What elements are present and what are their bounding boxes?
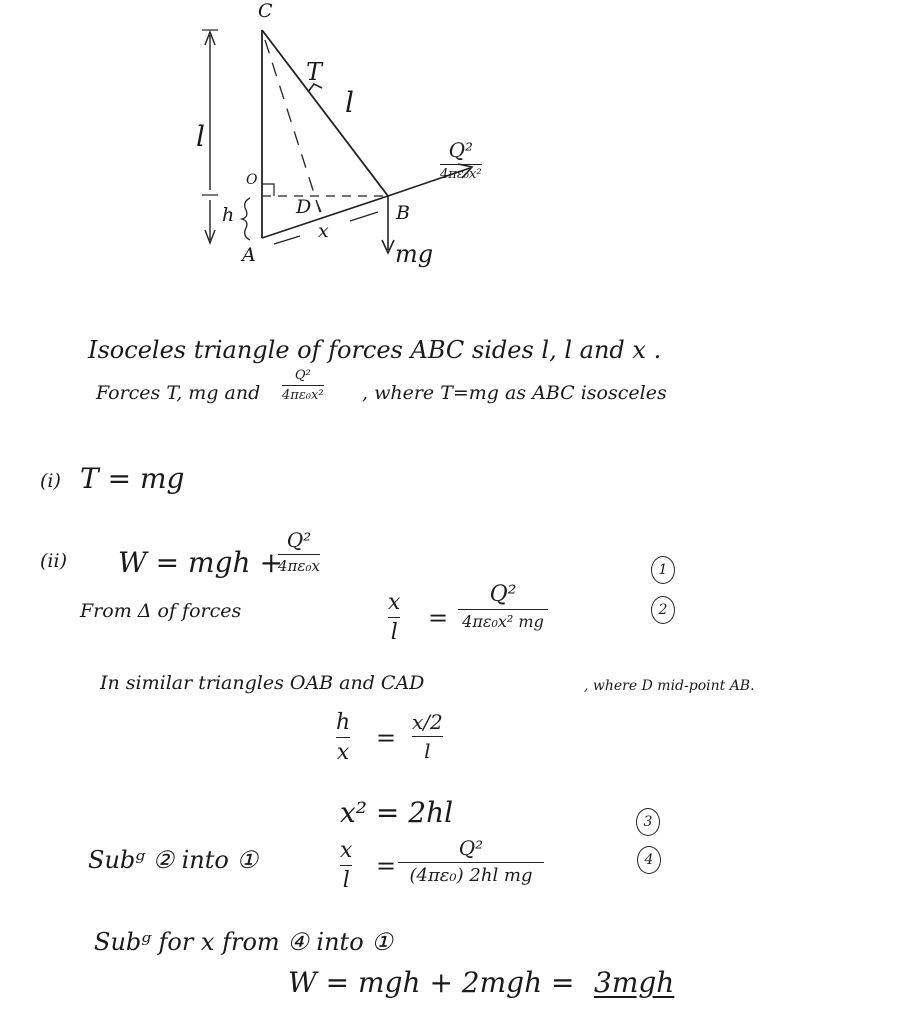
fraction-bar [336,737,350,738]
eq4-equals: = [376,852,397,880]
eq1-tag: 1 [651,556,675,584]
part-i-equation: T = mg [80,462,185,495]
intro-line-2-suffix: , where T=mg as ABC isosceles [362,382,667,404]
eq3-tag: 3 [636,808,660,836]
fraction-bar [282,385,324,386]
eq2-lhs-num: x [388,590,401,615]
final-answer: 3mgh [594,966,675,999]
label-A: A [242,244,256,266]
from-triangle-label: From Δ of forces [80,600,242,622]
label-B: B [396,202,410,224]
fraction-bar [340,865,352,866]
eq4-lhs-num: x [340,838,353,863]
label-O: O [246,172,258,188]
fraction-bar [278,554,320,555]
fraction-bar [398,862,544,863]
fraction-bar [458,609,548,610]
side-CB [262,30,388,196]
part-i-label: (i) [40,470,61,492]
fraction-bar [440,164,482,165]
eq2-num: Q² [489,582,517,607]
eq1-num: Q² [286,528,312,552]
eq1-fraction [278,528,320,575]
dimension-x-left [274,236,300,244]
intro-line-1: Isoceles triangle of forces ABC sides l, l and x . [88,336,662,364]
coulomb-den: 4πε₀x² [440,167,482,182]
similar-triangles-text: In similar triangles OAB and CAD [100,672,425,694]
substitution-1-label: Subᵍ ② into ① [88,846,259,874]
right-angle-O [262,184,274,196]
label-D: D [296,196,312,218]
similar-equals: = [376,724,397,752]
similar-triangles-note: , where D mid-point AB. [584,678,755,694]
eq4-den: (4πε₀) 2hl mg [409,865,533,886]
eq2-rhs-fraction [458,582,548,631]
eq4-num: Q² [458,836,484,860]
coulomb-num: Q² [448,138,473,162]
fraction-bar [388,617,400,618]
sim-rhs-den: l [424,739,431,763]
label-x: x [318,220,329,242]
eq2-lhs-den: l [390,620,398,645]
coulomb-force-fraction [440,138,482,182]
dimension-x-right [350,212,378,221]
eq2-lhs-fraction [388,590,400,645]
sim-rhs-num: x/2 [412,710,443,734]
eq1-lhs: W = mgh + [118,546,283,579]
eq2-equals: = [428,604,449,632]
fraction-bar [412,736,443,737]
label-C: C [258,0,273,22]
intro-frac-num: Q² [294,368,311,383]
final-equation-lhs: W = mgh + 2mgh = [288,966,575,999]
similar-lhs-fraction [336,710,350,765]
label-mg: mg [395,240,434,268]
eq4-lhs-fraction [340,838,352,893]
similar-rhs-fraction [412,710,443,763]
label-h: h [222,204,235,226]
eq2-den: 4πε₀x² mg [462,612,544,631]
intro-frac-den: 4πε₀x² [282,388,324,403]
eq4-lhs-den: l [342,868,350,893]
substitution-2-label: Subᵍ for x from ④ into ① [94,928,393,956]
label-l-side: l [345,86,354,119]
part-ii-label: (ii) [40,550,67,572]
eq2-tag: 2 [651,596,675,624]
brace-h [242,198,250,240]
label-T: T [306,58,323,86]
intro-line-2-prefix: Forces T, mg and [96,382,261,404]
eq4-rhs-fraction [398,836,544,886]
intro-fraction [282,368,324,403]
eq3: x² = 2hl [340,796,454,829]
eq1-den: 4πε₀x [278,557,320,575]
sim-lhs-num: h [336,710,351,735]
sim-lhs-den: x [336,740,350,765]
label-l-left: l [196,120,205,153]
right-angle-D [316,200,321,212]
eq4-tag: 4 [637,846,661,874]
